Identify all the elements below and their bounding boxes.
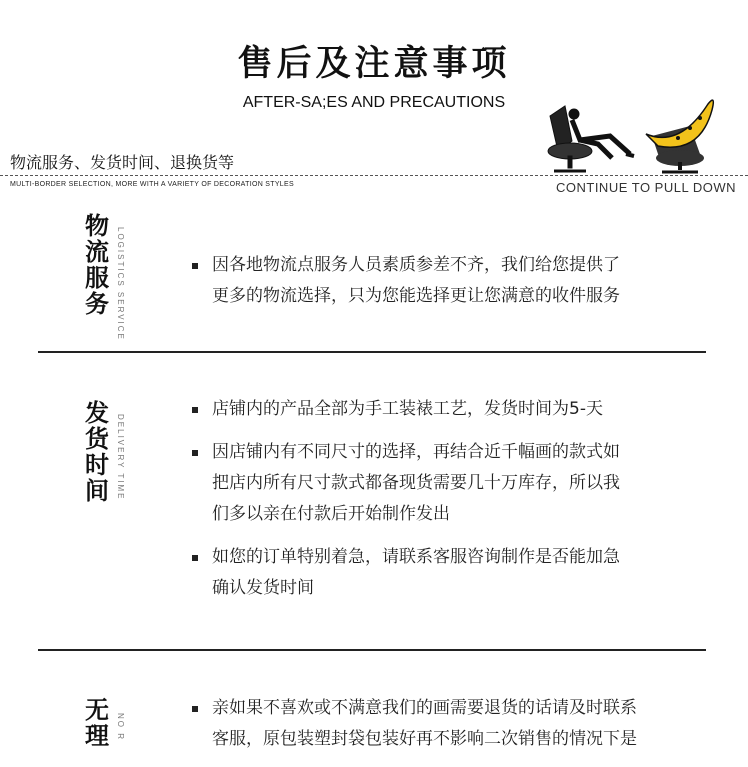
list-item: 亲如果不喜欢或不满意我们的画需要退货的话请及时联系 客服，原包装塑封袋包装好再不影响二次销售的情况下是 — [192, 693, 692, 755]
header-divider — [0, 175, 748, 176]
list-item: 如您的订单特别着急，请联系客服咨询制作是否能加急 确认发货时间 — [192, 542, 692, 604]
section-delivery — [0, 352, 748, 652]
header-tagline: MULTI-BORDER SELECTION, MORE WITH A VARIETY OF DECORATION STYLES — [10, 181, 294, 188]
section-en-label: NO R — [116, 713, 125, 741]
section-en-label: LOGISTICS SERVICE — [116, 227, 125, 341]
bullet-icon — [192, 407, 198, 413]
bullet-icon — [192, 706, 198, 712]
section-returns — [0, 651, 748, 750]
section-title: 无理 — [85, 696, 109, 750]
chairs-illustration-icon — [540, 96, 740, 178]
bullet-icon — [192, 263, 198, 269]
section-en-label: DELIVERY TIME — [116, 414, 125, 501]
bullet-icon — [192, 555, 198, 561]
section-logistics — [0, 205, 748, 355]
scroll-hint: CONTINUE TO PULL DOWN — [555, 180, 736, 195]
list-item: 因各地物流点服务人员素质参差不齐，我们给您提供了 更多的物流选择，只为您能选择更让您满意的收件服务 — [192, 250, 692, 312]
list-item: 店铺内的产品全部为手工装裱工艺，发货时间为5-天 — [192, 394, 692, 425]
bullet-icon — [192, 450, 198, 456]
page-title: 售后及注意事项 — [237, 43, 511, 84]
header-caption: 物流服务、发货时间、退换货等 — [10, 153, 235, 172]
section-title: 物流服务 — [85, 212, 109, 318]
section-title: 发货时间 — [85, 399, 109, 505]
list-item: 因店铺内有不同尺寸的选择，再结合近千幅画的款式如 把店内所有尺寸款式都备现货需要几十万库存，所以我 们多以亲在付款后开始制作发出 — [192, 437, 692, 530]
page-subtitle: AFTER-SA;ES AND PRECAUTIONS — [242, 94, 506, 111]
